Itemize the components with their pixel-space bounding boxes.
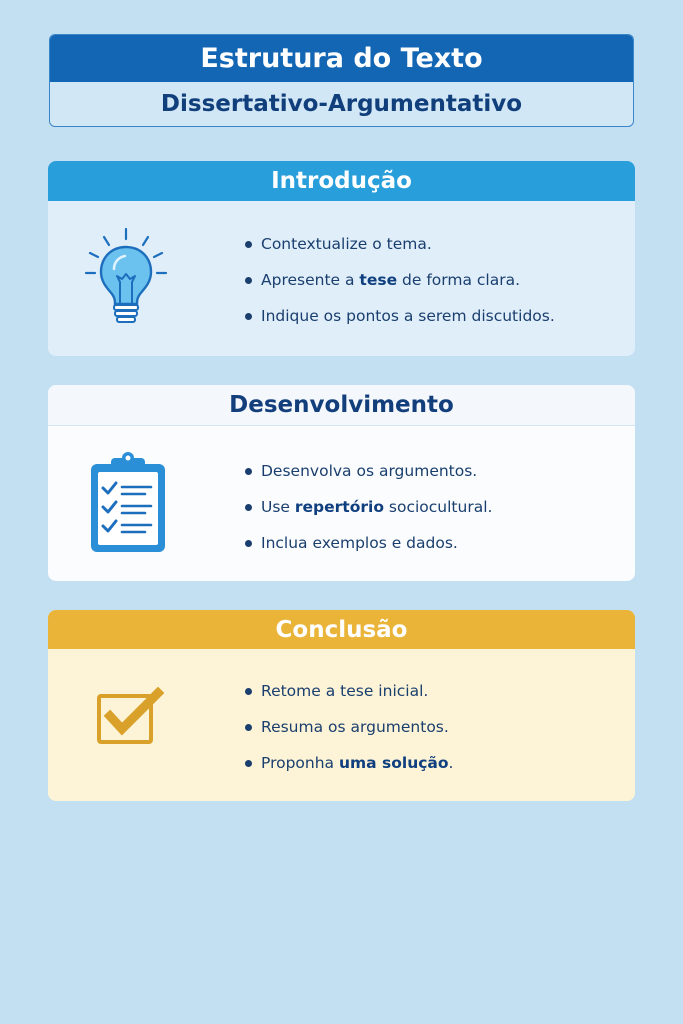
section-heading: Conclusão	[48, 610, 635, 649]
list-item: Desenvolva os argumentos.	[244, 453, 492, 489]
page-subtitle: Dissertativo-Argumentativo	[160, 91, 523, 117]
section-body	[48, 201, 635, 356]
checkbox-checked-icon	[96, 687, 164, 751]
list-item: Inclua exemplos e dados.	[244, 525, 492, 561]
list-item: Proponha uma solução.	[244, 745, 453, 781]
list-item: Contextualize o tema.	[244, 226, 555, 262]
list-item: Use repertório sociocultural.	[244, 489, 492, 525]
clipboard-checklist-icon	[89, 452, 167, 558]
list-item: Resuma os argumentos.	[244, 709, 453, 745]
title-banner	[49, 34, 634, 127]
bullet-list	[244, 453, 492, 561]
page-title: Estrutura do Texto	[50, 35, 633, 82]
section-heading: Desenvolvimento	[48, 385, 635, 426]
list-item: Apresente a tese de forma clara.	[244, 262, 555, 298]
list-item: Indique os pontos a serem discutidos.	[244, 298, 555, 334]
lightbulb-icon	[84, 227, 168, 331]
section-card-introducao	[48, 161, 635, 356]
section-heading: Introdução	[48, 161, 635, 201]
bullet-list	[244, 226, 555, 334]
section-card-conclusao	[48, 610, 635, 801]
list-item: Retome a tese inicial.	[244, 673, 453, 709]
section-body	[48, 426, 635, 581]
section-card-desenvolvimento	[48, 385, 635, 581]
section-body	[48, 649, 635, 801]
bullet-list	[244, 673, 453, 781]
